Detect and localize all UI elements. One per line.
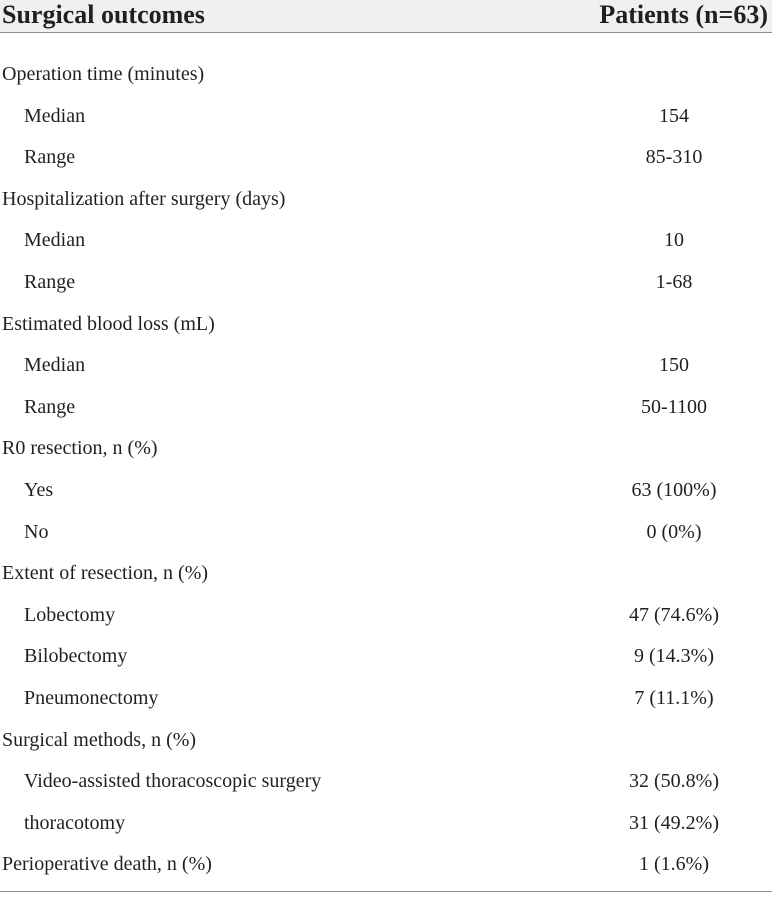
table-row	[0, 512, 772, 554]
row-label: Hospitalization after surgery (days)	[2, 187, 286, 210]
row-value: 154	[659, 104, 689, 127]
table-row	[0, 470, 772, 512]
row-label: Median	[24, 354, 86, 377]
row-value: 1 (1.6%)	[639, 853, 709, 876]
row-value: 32 (50.8%)	[629, 770, 719, 793]
row-label: Yes	[24, 478, 54, 501]
table-row	[0, 179, 772, 221]
table-row	[0, 553, 772, 595]
table-row	[0, 636, 772, 678]
row-value: 7 (11.1%)	[634, 686, 714, 709]
table-row	[0, 262, 772, 304]
row-label: Extent of resection, n (%)	[2, 562, 209, 585]
table-row	[0, 844, 772, 886]
table-bottom-divider	[0, 891, 772, 892]
header-surgical-outcomes: Surgical outcomes	[2, 0, 205, 29]
table-row	[0, 387, 772, 429]
row-label: thoracotomy	[24, 811, 126, 834]
row-label: Median	[24, 229, 86, 252]
row-label: Operation time (minutes)	[2, 63, 205, 85]
row-label: Range	[24, 146, 76, 169]
table-row	[0, 761, 772, 803]
table-body	[0, 54, 772, 886]
row-value: 31 (49.2%)	[629, 811, 719, 834]
row-label: Estimated blood loss (mL)	[2, 312, 215, 335]
row-label: Bilobectomy	[24, 645, 128, 668]
table-row	[0, 220, 772, 262]
row-value: 1-68	[655, 270, 693, 293]
row-value: 63 (100%)	[631, 478, 717, 501]
row-value: 0 (0%)	[646, 520, 702, 543]
table-header	[0, 0, 772, 32]
row-value: 10	[664, 229, 684, 252]
row-label: No	[24, 520, 49, 543]
row-label: Lobectomy	[24, 603, 116, 626]
row-label: Video-assisted thoracoscopic surgery	[24, 770, 322, 793]
table-row	[0, 137, 772, 179]
row-value: 85-310	[645, 146, 703, 169]
row-value: 150	[659, 354, 689, 377]
row-label: Range	[24, 270, 76, 293]
table-row	[0, 96, 772, 138]
row-value: 47 (74.6%)	[629, 603, 719, 626]
table-row	[0, 54, 772, 96]
table-row	[0, 595, 772, 637]
row-label: Range	[24, 395, 76, 418]
table-row	[0, 428, 772, 470]
table-row	[0, 304, 772, 346]
row-label: R0 resection, n (%)	[2, 437, 158, 460]
row-value: 9 (14.3%)	[634, 645, 714, 668]
row-label: Surgical methods, n (%)	[2, 728, 197, 751]
row-label: Pneumonectomy	[24, 686, 159, 709]
table-row	[0, 345, 772, 387]
table-row	[0, 720, 772, 762]
header-patients: Patients (n=63)	[599, 0, 768, 29]
table-row	[0, 803, 772, 845]
row-label: Median	[24, 104, 86, 127]
row-value: 50-1100	[641, 395, 707, 418]
row-label: Perioperative death, n (%)	[2, 853, 212, 876]
header-divider	[0, 32, 772, 33]
table-row	[0, 678, 772, 720]
